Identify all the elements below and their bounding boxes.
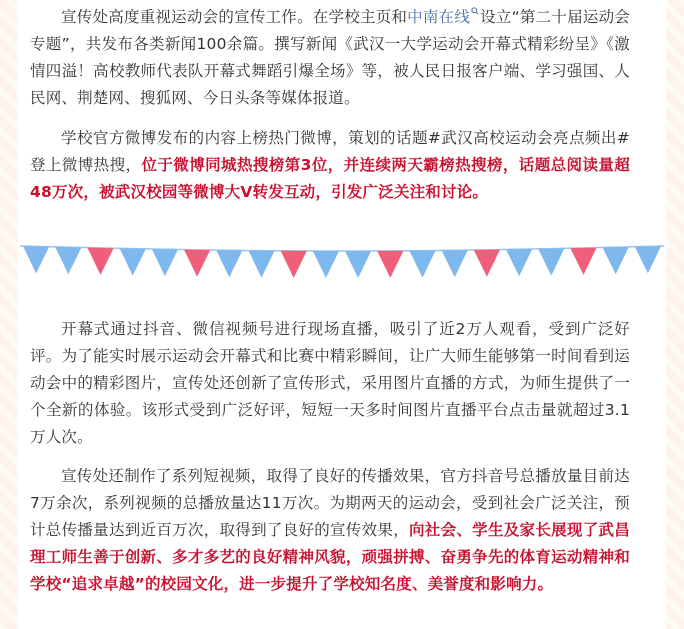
- paragraph-text: 宣传处高度重视运动会的宣传工作。在学校主页和: [61, 8, 408, 26]
- bunting-flag-blue: [120, 248, 146, 275]
- bunting-flag-red: [281, 251, 307, 278]
- paragraph-publicity-work: [30, 4, 630, 112]
- bunting-flags-divider: [18, 238, 666, 288]
- bunting-flag-blue: [603, 247, 629, 274]
- bunting-flag-blue: [152, 249, 178, 276]
- bunting-flag-red: [474, 250, 500, 277]
- paragraph-live-broadcast: [30, 316, 630, 451]
- bunting-flag-blue: [538, 248, 564, 275]
- bunting-flag-red: [87, 248, 113, 275]
- bunting-flag-blue: [248, 251, 274, 278]
- bunting-flag-blue: [313, 251, 339, 278]
- article-section-top: [30, 4, 630, 206]
- bunting-flag-blue: [635, 246, 661, 273]
- highlight-text: 位于微博同城热搜榜第3位，并连续两天霸榜热搜榜，话题总阅读量超48万次，被武汉校园等微博大V转发互动，引发广泛关注和讨论。: [30, 156, 630, 201]
- zhongnan-online-link[interactable]: 中南在线: [407, 8, 471, 26]
- paragraph-text: 开幕式通过抖音、微信视频号进行现场直播，吸引了近2万人观看，受到广泛好评。为了能实时展示运动会开幕式和比赛中精彩瞬间，让广大师生能够第一时间看到运动会中的精彩图片，宣传处还创新了宣传形式，采用图片直播的方式，为师生提供了一个全新的体验。该形式受到广泛好评，短短一天多时间图片直播平台点击量就超过3.1万人次。: [30, 320, 630, 446]
- bunting-flag-blue: [216, 250, 242, 277]
- bunting-flag-red: [184, 250, 210, 277]
- paragraph-text: 设立“第二十届运动会专题”，共发布各类新闻100余篇。撰写新闻《武汉一大学运动会开幕式精彩纷呈》《激情四溢！高校教师代表队开幕式舞蹈引爆全场》等，被人民日报客户端、学习强国、人民网、荆楚网、搜狐网、今日头条等媒体报道。: [30, 8, 631, 107]
- bunting-flag-blue: [506, 249, 532, 276]
- paragraph-text: 学校官方微博发布的内容上榜热门微博，策划的话题#武汉高校运动会亮点频出#登上微博热搜，: [30, 129, 630, 174]
- bunting-flag-red: [570, 248, 596, 275]
- bunting-flag-blue: [345, 251, 371, 278]
- highlight-text: 向社会、学生及家长展现了武昌理工师生善于创新、多才多艺的良好精神风貌，顽强拼搏、奋勇争先的体育运动精神和学校“追求卓越”的校园文化，进一步提升了学校知名度、美誉度和影响力。: [30, 521, 630, 593]
- paragraph-weibo: [30, 125, 630, 206]
- article-section-bottom: [30, 316, 630, 598]
- bunting-string: [20, 246, 664, 251]
- bunting-flag-blue: [55, 247, 81, 274]
- paragraph-short-videos: [30, 463, 630, 598]
- paragraph-text: 宣传处还制作了系列短视频，取得了良好的传播效果，官方抖音号总播放量目前达7万余次，系列视频的总播放量达11万次。为期两天的运动会，受到社会广泛关注，预计总传播量达到近百万次，取得到了良好的宣传效果，: [30, 467, 630, 539]
- bunting-flag-red: [377, 251, 403, 278]
- search-icon[interactable]: [471, 7, 479, 15]
- bunting-flag-blue: [409, 251, 435, 278]
- bunting-flag-blue: [442, 250, 468, 277]
- bunting-flag-blue: [23, 246, 49, 273]
